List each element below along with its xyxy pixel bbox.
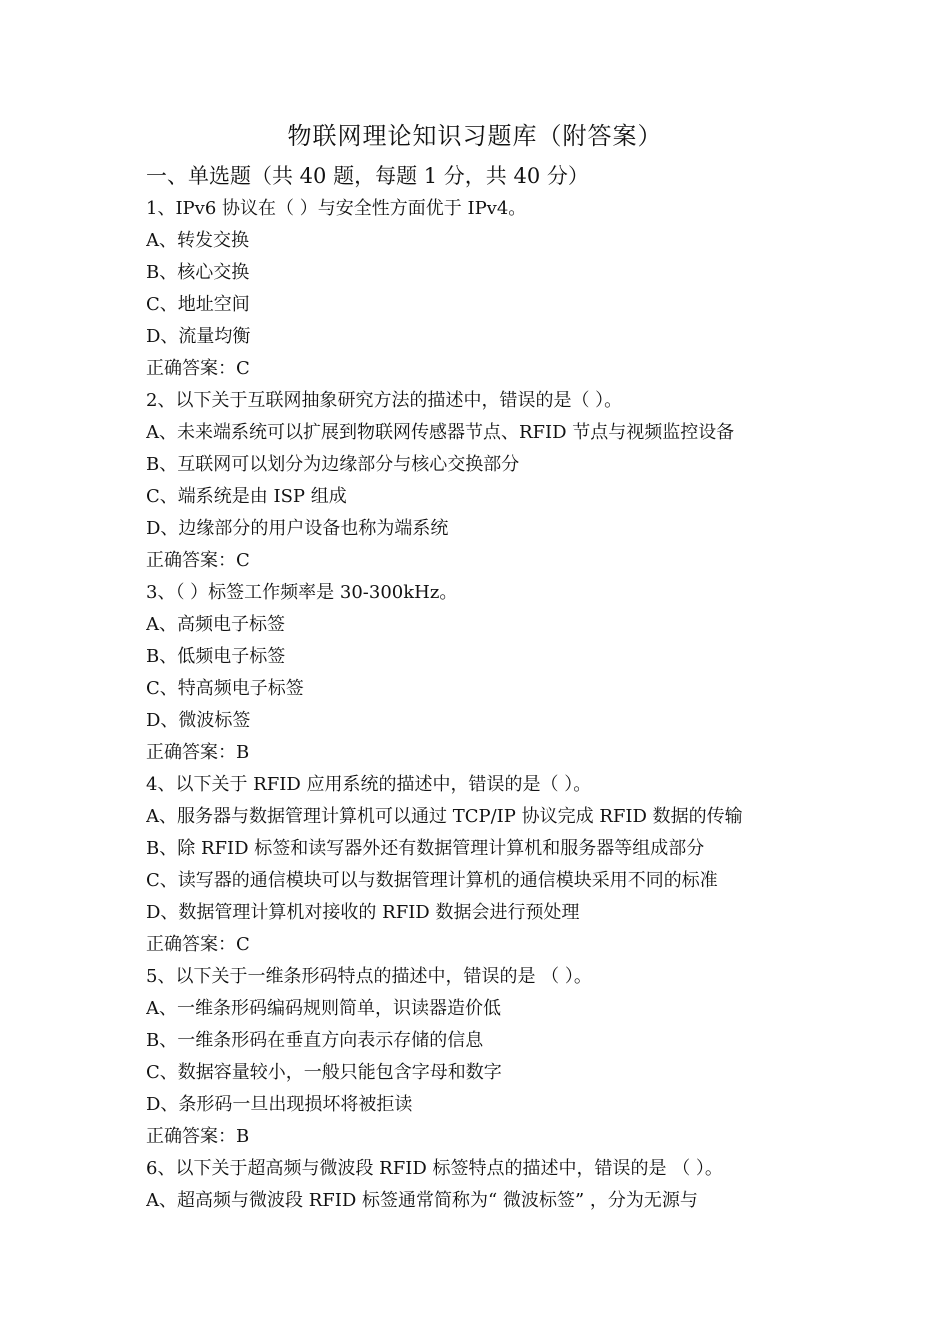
option-a: A、转发交换 [146, 230, 249, 251]
question-block [146, 385, 846, 577]
option-a: A、超高频与微波段 RFID 标签通常简称为“ 微波标签” ，分为无源与 [146, 1190, 698, 1211]
option-c: C、端系统是由 ISP 组成 [146, 486, 347, 507]
correct-answer: 正确答案：B [146, 1126, 250, 1147]
question-block [146, 193, 846, 385]
question-block [146, 1153, 846, 1217]
section-heading: 一、单选题（共 40 题，每题 1 分，共 40 分） [146, 164, 589, 188]
correct-answer: 正确答案：C [146, 550, 250, 571]
correct-answer: 正确答案：B [146, 742, 250, 763]
option-a: A、一维条形码编码规则简单，识读器造价低 [146, 998, 501, 1019]
question-stem: 6、以下关于超高频与微波段 RFID 标签特点的描述中，错误的是 （ ）。 [146, 1158, 723, 1179]
question-block [146, 769, 846, 961]
option-a: A、未来端系统可以扩展到物联网传感器节点、RFID 节点与视频监控设备 [146, 422, 735, 443]
question-stem: 5、以下关于一维条形码特点的描述中，错误的是 （ ）。 [146, 966, 592, 987]
option-d: D、微波标签 [146, 710, 251, 731]
option-d: D、流量均衡 [146, 326, 251, 347]
correct-answer: 正确答案：C [146, 358, 250, 379]
option-b: B、核心交换 [146, 262, 250, 283]
question-block [146, 961, 846, 1153]
option-c: C、读写器的通信模块可以与数据管理计算机的通信模块采用不同的标准 [146, 870, 718, 891]
question-stem: 1、IPv6 协议在（ ）与安全性方面优于 IPv4。 [146, 198, 527, 219]
question-list [146, 161, 846, 1217]
option-c: C、特高频电子标签 [146, 678, 304, 699]
option-c: C、地址空间 [146, 294, 250, 315]
option-d: D、条形码一旦出现损坏将被拒读 [146, 1094, 413, 1115]
option-a: A、服务器与数据管理计算机可以通过 TCP/IP 协议完成 RFID 数据的传输 [146, 806, 743, 827]
option-a: A、高频电子标签 [146, 614, 285, 635]
option-b: B、除 RFID 标签和读写器外还有数据管理计算机和服务器等组成部分 [146, 838, 705, 859]
option-b: B、一维条形码在垂直方向表示存储的信息 [146, 1030, 484, 1051]
option-d: D、边缘部分的用户设备也称为端系统 [146, 518, 449, 539]
question-stem: 2、以下关于互联网抽象研究方法的描述中，错误的是（ ）。 [146, 390, 623, 411]
option-d: D、数据管理计算机对接收的 RFID 数据会进行预处理 [146, 902, 580, 923]
document-title: 物联网理论知识习题库（附答案） [287, 122, 663, 150]
option-b: B、低频电子标签 [146, 646, 286, 667]
option-b: B、互联网可以划分为边缘部分与核心交换部分 [146, 454, 520, 475]
correct-answer: 正确答案：C [146, 934, 250, 955]
option-c: C、数据容量较小，一般只能包含字母和数字 [146, 1062, 502, 1083]
question-stem: 3、（ ）标签工作频率是 30-300kHz。 [146, 582, 458, 603]
question-block [146, 577, 846, 769]
question-stem: 4、以下关于 RFID 应用系统的描述中，错误的是（ ）。 [146, 774, 592, 795]
